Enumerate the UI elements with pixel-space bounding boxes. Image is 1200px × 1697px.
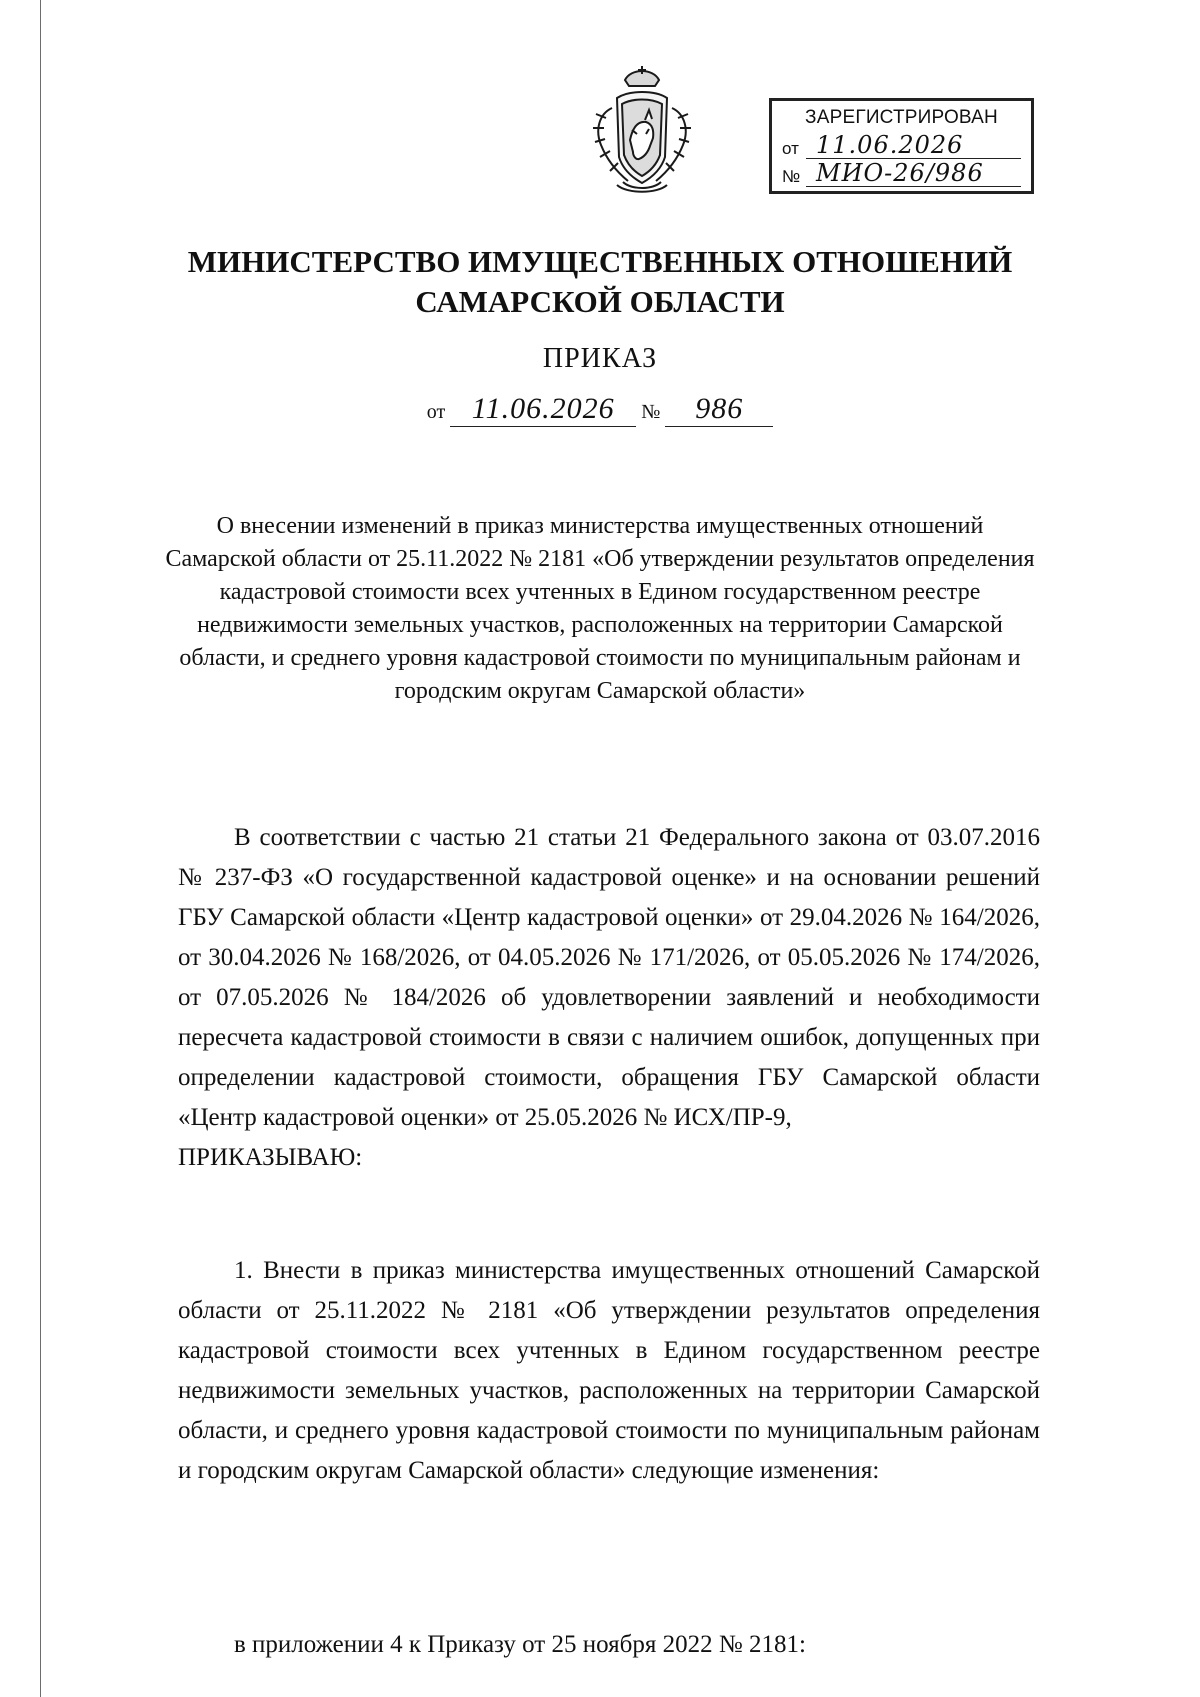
- registration-stamp: [769, 98, 1034, 194]
- registration-number-prefix: №: [782, 167, 801, 186]
- order-body-paragraph-1: В соответствии с частью 21 статьи 21 Федерального закона от 03.07.2016 № 237-ФЗ «О государственной кадастровой оценке» и на основании решений ГБУ Самарской области «Центр кадастровой оценки» от 29.04.2026 № 164/2026, от 30.04.2026 № 168/2026, от 04.05.2026 № 171/2026, от 05.05.2026 № 174/2026, от 07.05.2026 № 184/2026 об удовлетворении заявлений и необходимости пересчета кадастровой стоимости в связи с наличием ошибок, допущенных при определении кадастровой стоимости, обращения ГБУ Самарской области «Центр кадастровой оценки» от 25.05.2026 № ИСХ/ПР-9, ПРИКАЗЫВАЮ:: [178, 824, 1040, 1171]
- ministry-heading: [0, 242, 1200, 322]
- registration-date-value: 11.06.2026: [806, 132, 1021, 159]
- registration-date-line: [782, 131, 1021, 159]
- ministry-heading-line-2: САМАРСКОЙ ОБЛАСТИ: [415, 284, 785, 319]
- registration-date-prefix: от: [782, 139, 799, 158]
- order-number-prefix: №: [641, 401, 661, 423]
- order-date-handwritten: 11.06.2026: [450, 392, 636, 427]
- registration-stamp-title: ЗАРЕГИСТРИРОВАН: [805, 107, 998, 128]
- ministry-heading-line-1: МИНИСТЕРСТВО ИМУЩЕСТВЕННЫХ ОТНОШЕНИЙ: [187, 244, 1013, 279]
- order-body-paragraph-3: в приложении 4 к Приказу от 25 ноября 2022 № 2181:: [234, 1631, 806, 1658]
- order-date-number-line: [0, 392, 1200, 427]
- order-body-paragraph-2: 1. Внести в приказ министерства имущественных отношений Самарской области от 25.11.2022 № 2181 «Об утверждении результатов определения кадастровой стоимости всех учтенных в Едином государственном реестре недвижимости земельных участков, расположенных на территории Самарской области, и среднего уровня кадастровой стоимости по муниципальным районам и городским округам Самарской области» следующие изменения:: [178, 1257, 1040, 1484]
- coat-of-arms-icon: [583, 62, 701, 197]
- order-subject: О внесении изменений в приказ министерства имущественных отношений Самарской области от 25.11.2022 № 2181 «Об утверждении результатов определения кадастровой стоимости всех учтенных в Едином государственном реестре недвижимости земельных участков, расположенных на территории Самарской области, и среднего уровня кадастровой стоимости по муниципальным районам и городским округам Самарской области»: [165, 513, 1035, 704]
- order-number-handwritten: 986: [665, 392, 773, 427]
- order-title: ПРИКАЗ: [542, 343, 658, 374]
- registration-number-line: [782, 159, 1021, 187]
- registration-number-value: МИО-26/986: [806, 160, 1021, 187]
- order-date-prefix: от: [426, 401, 446, 423]
